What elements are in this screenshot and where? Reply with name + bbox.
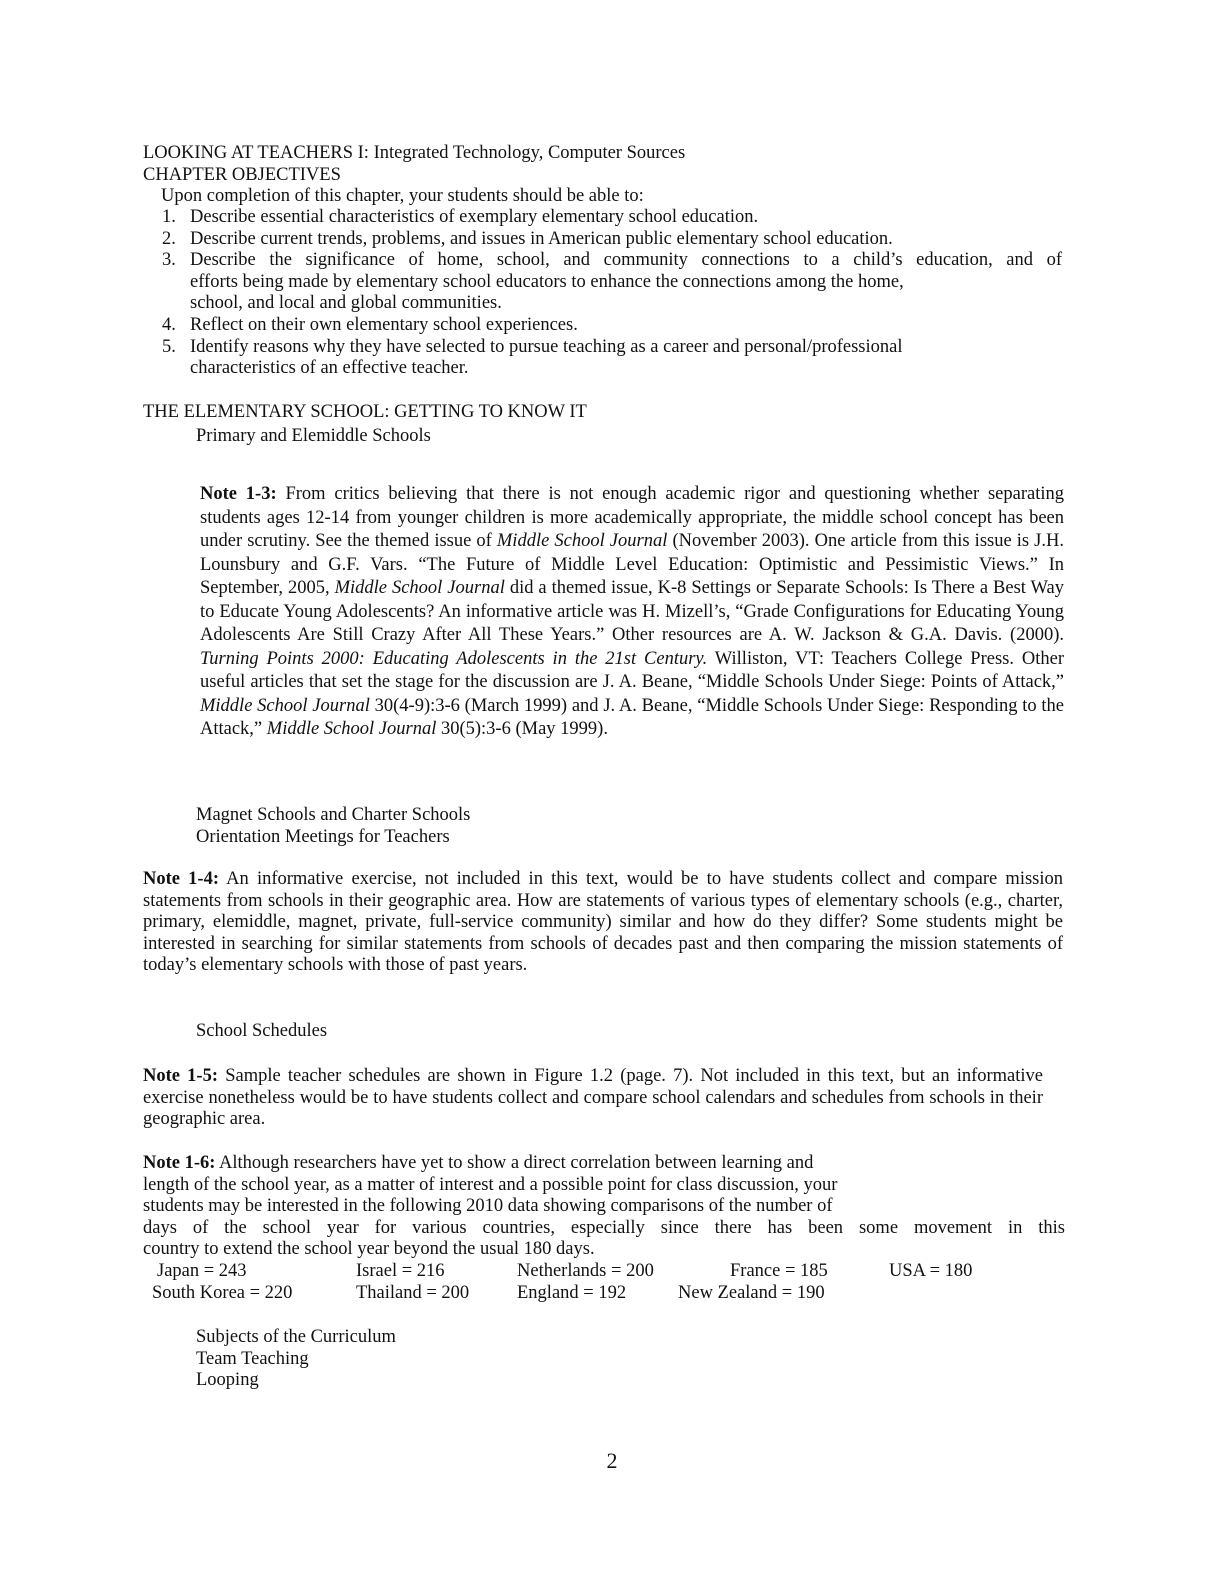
objective-text: Describe the significance of home, school, and community connections to a child’s education, and of xyxy=(190,250,1062,271)
objective-item xyxy=(162,315,1062,337)
note-label: Note 1-5: xyxy=(143,1066,218,1086)
section-title: THE ELEMENTARY SCHOOL: GETTING TO KNOW IT xyxy=(143,402,587,422)
chapter-title: LOOKING AT TEACHERS I: Integrated Technology, Computer Sources xyxy=(143,143,686,163)
country-value: Israel = 216 xyxy=(356,1261,445,1281)
objective-item xyxy=(162,229,1062,251)
country-value: Netherlands = 200 xyxy=(517,1261,654,1281)
note-1-6: Note 1-6: Although researchers have yet to show a direct correlation between learning and length of the school year, as a matter of interest and a possible point for class discussion, your students may be interested in the following 2010 data showing comparisons of the number of days of the school year for various countries, especially since there has been some movement in this country to extend the school year beyond the usual 180 days. xyxy=(143,1153,1065,1260)
subheading: Subjects of the Curriculum xyxy=(196,1327,396,1347)
objective-text: school, and local and global communities. xyxy=(190,293,502,314)
subheading-group xyxy=(196,1327,396,1392)
objective-text: efforts being made by elementary school educators to enhance the connections among the home, xyxy=(190,271,904,292)
objective-number: 5. xyxy=(162,336,176,357)
objective-text: Reflect on their own elementary school experiences. xyxy=(190,314,578,335)
country-value: USA = 180 xyxy=(889,1261,973,1281)
objective-item xyxy=(162,207,1062,229)
subheading: Magnet Schools and Charter Schools xyxy=(196,805,471,825)
objectives-intro: Upon completion of this chapter, your students should be able to: xyxy=(161,186,644,207)
subheading: Orientation Meetings for Teachers xyxy=(196,826,450,847)
objective-text: Identify reasons why they have selected to pursue teaching as a career and personal/professional xyxy=(190,336,903,357)
objective-item xyxy=(162,337,1062,380)
journal-title: Middle School Journal xyxy=(496,531,668,551)
country-value: Thailand = 200 xyxy=(356,1283,470,1303)
subheading-group xyxy=(196,805,470,848)
note-label: Note 1-3: xyxy=(200,484,277,504)
objectives-list xyxy=(162,207,1062,380)
journal-title: Middle School Journal xyxy=(200,695,370,716)
objective-number: 1. xyxy=(162,207,176,227)
objective-number: 3. xyxy=(162,250,176,271)
country-value: Japan = 243 xyxy=(157,1261,247,1281)
subheading: Team Teaching xyxy=(196,1348,309,1369)
note-label: Note 1-6: xyxy=(143,1153,216,1173)
subheading: Looping xyxy=(196,1370,259,1391)
note-1-5: Note 1-5: Sample teacher schedules are shown in Figure 1.2 (page. 7). Not included in this text, but an informative exercise nonetheless would be to have students collect and compare school calendars and schedules from schools in their geographic area. xyxy=(143,1066,1043,1130)
country-value: South Korea = 220 xyxy=(152,1283,293,1303)
section-heading xyxy=(143,402,587,424)
objective-text: Describe essential characteristics of exemplary elementary school education. xyxy=(190,207,759,227)
chapter-header xyxy=(143,143,1083,208)
country-value: New Zealand = 190 xyxy=(678,1283,825,1303)
journal-title: Middle School Journal xyxy=(334,578,505,598)
page-number: 2 xyxy=(606,1448,618,1473)
subheading: Primary and Elemiddle Schools xyxy=(196,426,431,446)
subheading: School Schedules xyxy=(196,1021,328,1041)
objective-text: characteristics of an effective teacher. xyxy=(190,358,469,379)
journal-title: Middle School Journal xyxy=(266,719,437,739)
school-days-table xyxy=(0,1261,1224,1305)
country-value: France = 185 xyxy=(730,1261,828,1281)
country-value: England = 192 xyxy=(517,1283,627,1303)
objective-text: Describe current trends, problems, and issues in American public elementary school education. xyxy=(190,228,893,249)
note-1-3: Note 1-3: From critics believing that there is not enough academic rigor and questioning whether separating students ages 12-14 from younger children is more academically appropriate, the middle school concept has been under scrutiny. See the themed issue of Middle School Journal (November 2003). One article from this issue is J.H. Lounsbury and G.F. Vars. “The Future of Middle Level Education: Optimistic and Pessimistic Views.” In September, 2005, Middle School Journal did a themed issue, K-8 Settings or Separate Schools: Is There a Best Way to Educate Young Adolescents? An informative article was H. Mizell’s, “Grade Configurations for Educating Young Adolescents Are Still Crazy After All These Years.” Other resources are A. W. Jackson & G.A. Davis. (2000). Turning Points 2000: Educating Adolescents in the 21st Century. Williston, VT: Teachers College Press. Other useful articles that set the stage for the discussion are J. A. Beane, “Middle Schools Under Siege: Points of Attack,” Middle School Journal 30(4-9):3-6 (March 1999) and J. A. Beane, “Middle Schools Under Siege: Responding to the Attack,” Middle School Journal 30(5):3-6 (May 1999). xyxy=(200,484,1065,739)
objective-number: 2. xyxy=(162,228,176,249)
book-title: Turning Points 2000: Educating Adolescents in the 21st Century. xyxy=(200,648,708,669)
objectives-heading: CHAPTER OBJECTIVES xyxy=(143,164,341,185)
note-label: Note 1-4: xyxy=(143,869,219,889)
objective-number: 4. xyxy=(162,314,176,335)
note-1-4: Note 1-4: An informative exercise, not included in this text, would be to have students collect and compare mission statements from schools in their geographic area. How are statements of various types of elementary schools (e.g., charter, primary, elemiddle, magnet, private, full-service community) similar and how do they differ? Some students might be interested in searching for similar statements from schools of decades past and then comparing the mission statements of today’s elementary schools with those of past years. xyxy=(143,869,1063,976)
objective-item xyxy=(162,250,1062,315)
